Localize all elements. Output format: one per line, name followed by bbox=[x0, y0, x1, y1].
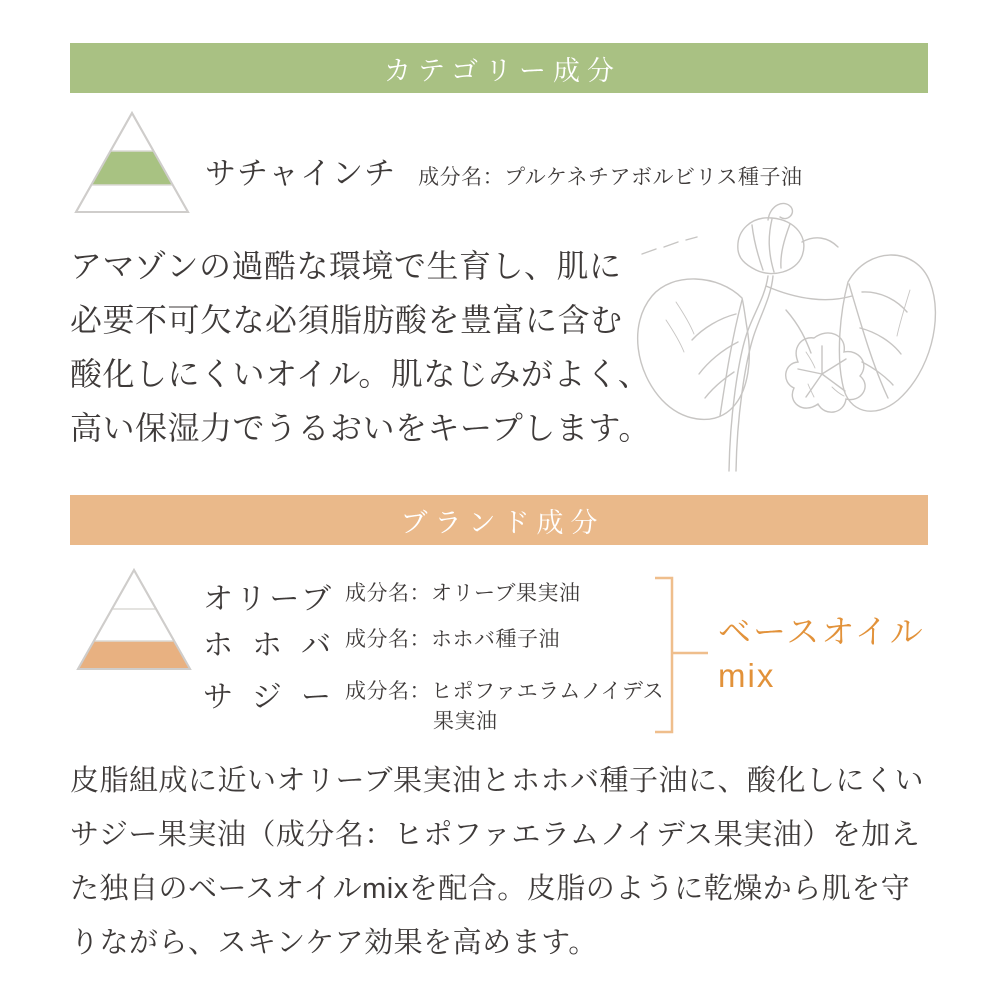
brand-ingredient-row-olive bbox=[203, 574, 580, 618]
base-oil-mix-label bbox=[718, 610, 925, 698]
base-oil-mix-line1: ベースオイル bbox=[718, 613, 925, 650]
description-line: 必要不可欠な必須脂肪酸を豊富に含む bbox=[70, 302, 623, 338]
ingredient-inci-line1: 成分名：ヒポファエラムノイデス bbox=[345, 680, 665, 703]
ingredient-inci: 成分名：オリーブ果実油 bbox=[345, 582, 581, 605]
ingredient-name: サチャインチ bbox=[205, 156, 397, 191]
brand-banner-title: ブランド成分 bbox=[400, 507, 605, 538]
description-line: アマゾンの過酷な環境で生育し、肌に bbox=[70, 248, 622, 284]
base-oil-mix-line2: mix bbox=[718, 657, 776, 694]
brand-banner bbox=[70, 495, 928, 545]
description-line: 高い保湿力でうるおいをキープします。 bbox=[70, 410, 651, 446]
group-bracket bbox=[646, 575, 712, 735]
category-ingredient-row bbox=[205, 148, 803, 193]
brand-ingredient-row-seaberry bbox=[203, 672, 664, 737]
pyramid-middle-band-icon bbox=[74, 111, 190, 214]
brand-description bbox=[70, 754, 924, 970]
sacha-inchi-plant-illustration bbox=[600, 190, 940, 475]
pyramid-bottom-band-icon bbox=[76, 568, 192, 671]
ingredient-inci: 成分名：プルケネチアボルビリス種子油 bbox=[418, 166, 803, 189]
description-line: サジー果実油（成分名：ヒポファエラムノイデス果実油）を加え bbox=[70, 819, 921, 851]
description-line: た独自のベースオイルmixを配合。皮脂のように乾燥から肌を守 bbox=[70, 873, 911, 905]
ingredient-name: サジー bbox=[203, 681, 331, 714]
ingredient-inci: 成分名：ホホバ種子油 bbox=[345, 628, 560, 651]
ingredient-name: ホホバ bbox=[203, 629, 331, 662]
category-banner-title: カテゴリー成分 bbox=[384, 55, 621, 86]
description-line: 酸化しにくいオイル。肌なじみがよく、 bbox=[70, 356, 651, 392]
brand-ingredient-row-jojoba bbox=[203, 620, 560, 664]
description-line: りながら、スキンケア効果を高めます。 bbox=[70, 927, 598, 959]
category-banner bbox=[70, 43, 928, 93]
ingredient-inci bbox=[345, 672, 664, 737]
ingredient-name: オリーブ bbox=[203, 583, 331, 616]
ingredient-inci-line2: 果実油 bbox=[433, 710, 498, 733]
category-description bbox=[70, 239, 651, 455]
description-line: 皮脂組成に近いオリーブ果実油とホホバ種子油に、酸化しにくい bbox=[70, 765, 925, 797]
